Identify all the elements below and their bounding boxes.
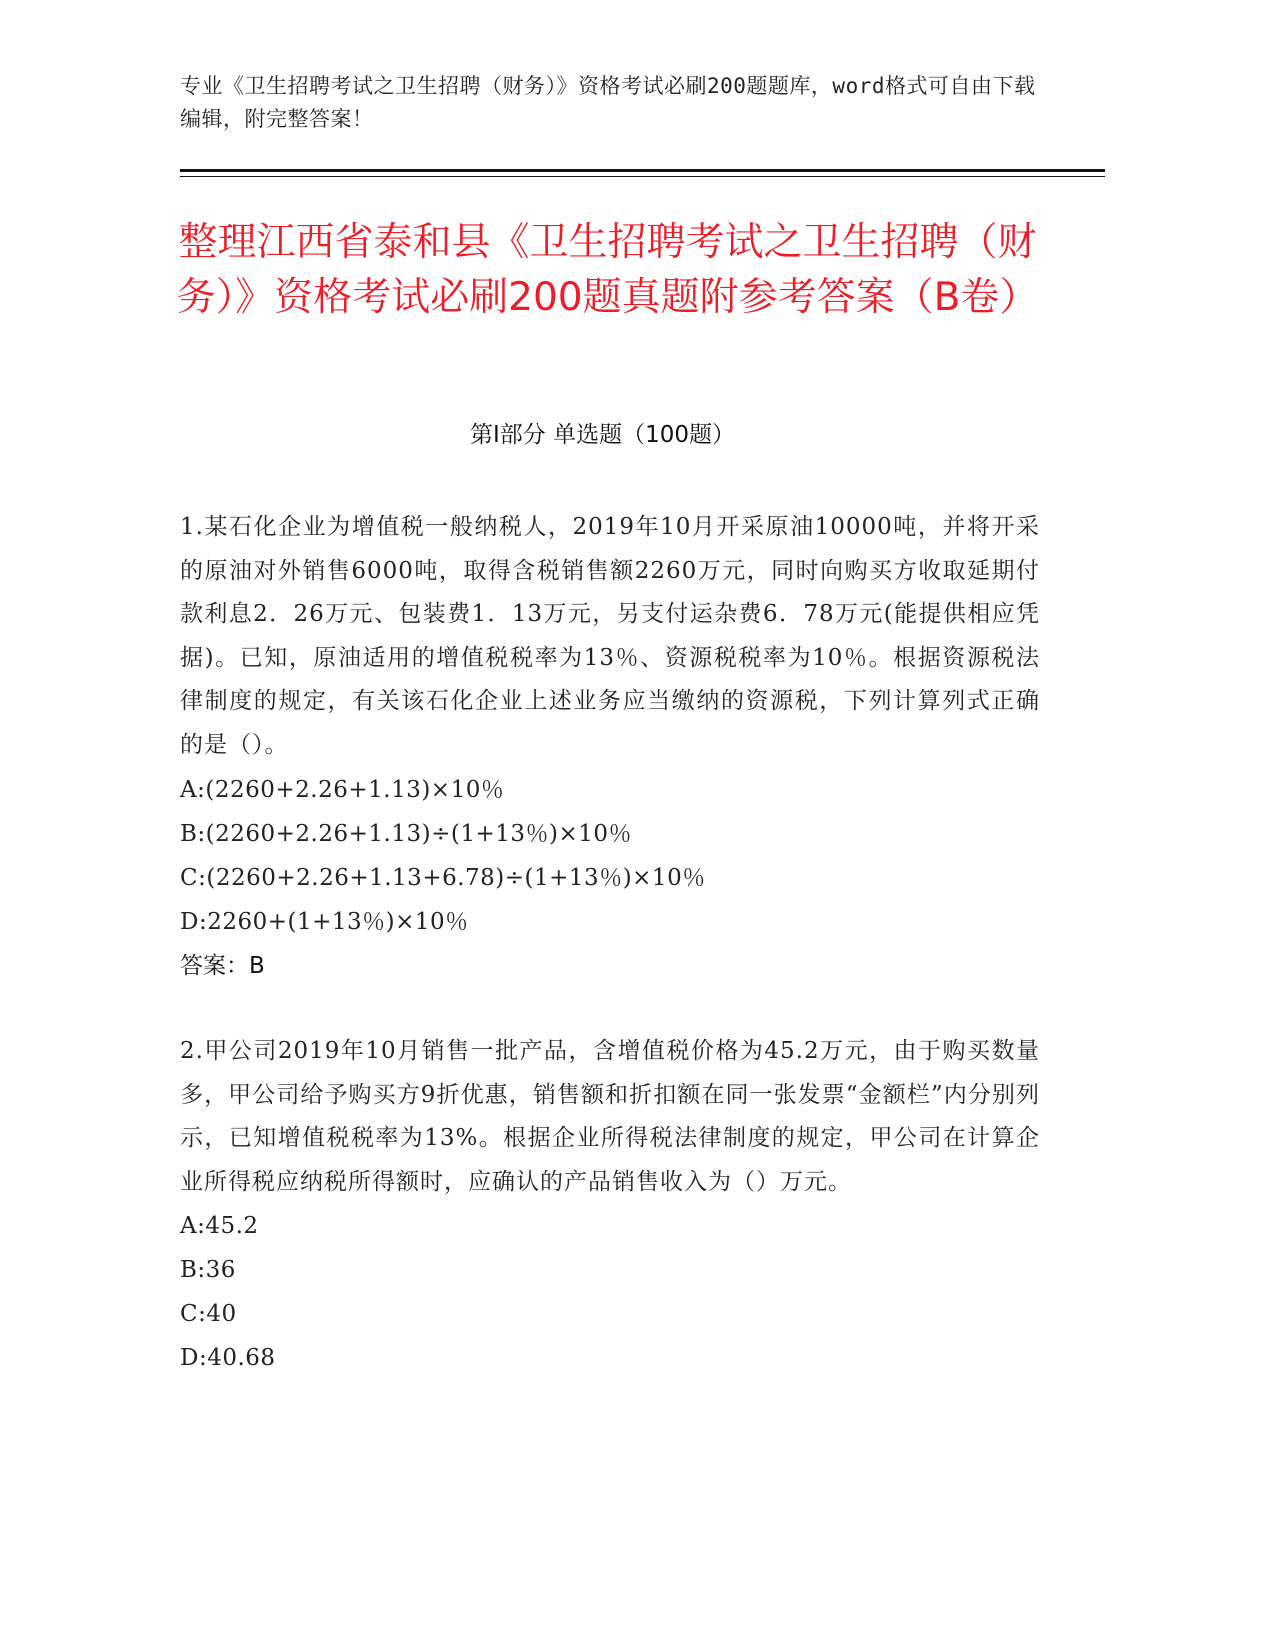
header-note: 专业《卫生招聘考试之卫生招聘（财务）》资格考试必刷200题题库，word格式可自由下载编辑，附完整答案！ — [180, 74, 1036, 131]
option-c: C:40 — [180, 1301, 237, 1328]
question-1 — [180, 506, 1040, 988]
answer-line: 答案：B — [180, 952, 265, 979]
question-stem: 2.甲公司2019年10月销售一批产品，含增值税价格为45.2万元，由于购买数量多，甲公司给予购买方9折优惠，销售额和折扣额在同一张发票“金额栏”内分别列示，已知增值税税率为13%。根据企业所得税法律制度的规定，甲公司在计算企业所得税应纳税所得额时，应确认的产品销售收入为（）万元。 — [180, 1038, 1040, 1195]
document-title: 整理江西省泰和县《卫生招聘考试之卫生招聘（财务）》资格考试必刷200题真题附参考答案（B卷） — [176, 220, 1039, 320]
header-divider-thick — [180, 169, 1105, 172]
option-d: D:40.68 — [180, 1345, 276, 1372]
option-d: D:2260+(1+13％)×10％ — [180, 908, 469, 935]
option-b: B:(2260+2.26+1.13)÷(1+13％)×10％ — [180, 820, 633, 847]
question-stem: 1.某石化企业为增值税一般纳税人，2019年10月开采原油10000吨，并将开采的原油对外销售6000吨，取得含税销售额2260万元，同时向购买方收取延期付款利息2．26万元、包装费1．13万元，另支付运杂费6．78万元(能提供相应凭据)。已知，原油适用的增值税税率为13％、资源税税率为10％。根据资源税法律制度的规定，有关该石化企业上述业务应当缴纳的资源税，下列计算列式正确的是（）。 — [180, 514, 1040, 758]
option-b: B:36 — [180, 1257, 236, 1284]
header-divider-thin — [180, 176, 1105, 177]
option-a: A:(2260+2.26+1.13)×10％ — [180, 776, 505, 803]
option-a: A:45.2 — [180, 1213, 259, 1240]
question-2 — [180, 1030, 1040, 1380]
section-heading: 第Ⅰ部分 单选题（100题） — [470, 422, 735, 448]
option-c: C:(2260+2.26+1.13+6.78)÷(1+13％)×10％ — [180, 864, 706, 891]
